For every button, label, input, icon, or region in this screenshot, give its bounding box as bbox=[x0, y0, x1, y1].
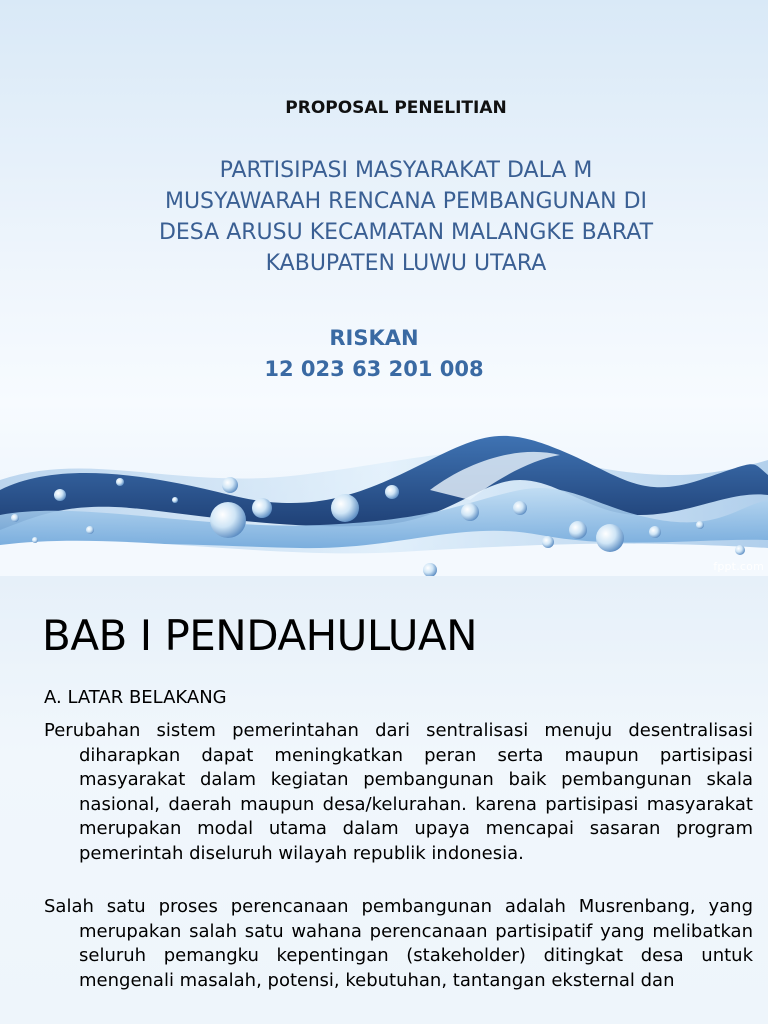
water-wave-decoration bbox=[0, 420, 768, 576]
content-slide bbox=[0, 576, 768, 1024]
body-paragraph: Perubahan sistem pemerintahan dari sentralisasi menuju desentralisasi diharapkan dapat meningkatkan peran serta maupun partisipasi masyarakat dalam kegiatan pembangunan baik pembangunan skala nasional, daerah maupun desa/kelurahan. karena partisipasi masyarakat merupakan modal utama dalam upaya mencapai sasaran program pemerintah diseluruh wilayah republik indonesia. bbox=[44, 720, 753, 864]
research-title-line: MUSYAWARAH RENCANA PEMBANGUNAN DI bbox=[164, 189, 648, 214]
research-title bbox=[100, 155, 712, 279]
section-subheading: A. LATAR BELAKANG bbox=[44, 687, 227, 708]
fppt-watermark: fppt.com bbox=[713, 560, 764, 573]
body-paragraph: Salah satu proses perencanaan pembangunan adalah Musrenbang, yang merupakan salah satu wahana perencanaan partisipatif yang melibatkan seluruh pemangku kepentingan (stakeholder) ditingkat desa untuk mengenali masalah, potensi, kebutuhan, tantangan eksternal dan bbox=[44, 896, 753, 991]
research-title-line: PARTISIPASI MASYARAKAT DALA M bbox=[219, 158, 593, 183]
author-block bbox=[0, 323, 748, 385]
chapter-heading: BAB I PENDAHULUAN bbox=[42, 611, 478, 660]
author-student-id: 12 023 63 201 008 bbox=[264, 357, 484, 381]
research-title-line: DESA ARUSU KECAMATAN MALANGKE BARAT bbox=[158, 220, 654, 245]
author-name: RISKAN bbox=[329, 326, 419, 350]
proposal-heading: PROPOSAL PENELITIAN bbox=[285, 98, 507, 118]
research-title-line: KABUPATEN LUWU UTARA bbox=[265, 251, 547, 276]
